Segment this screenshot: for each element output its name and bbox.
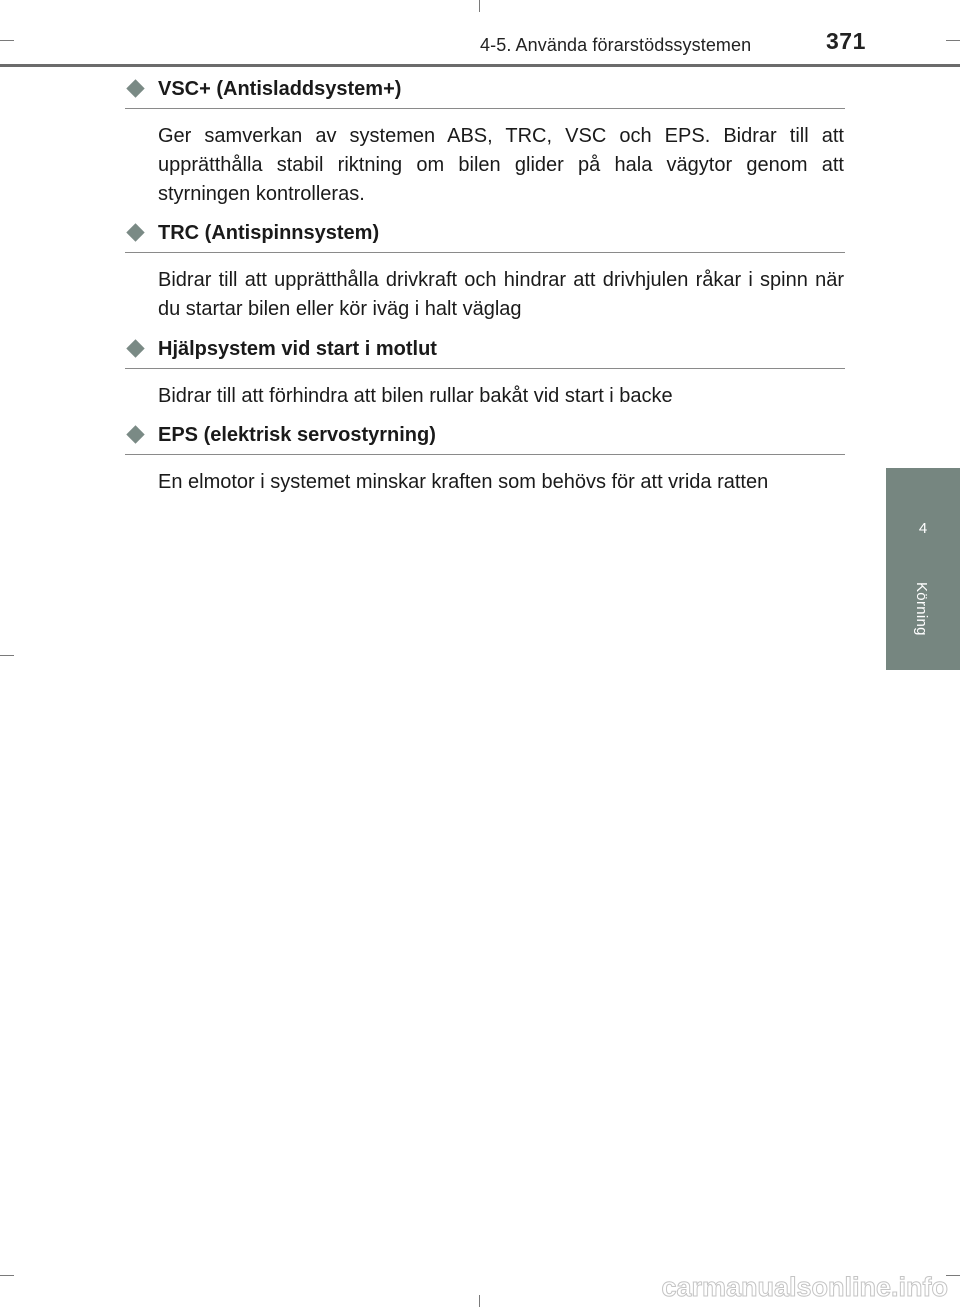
section-body-text: Bidrar till att förhindra att bilen rullar bakåt vid start i backe [158,385,673,407]
watermark-logo [650,1268,950,1304]
chapter-number: 4 [918,520,928,537]
diamond-bullet-icon [126,79,144,97]
svg-text:carmanualsonline.info: carmanualsonline.info [661,1272,948,1302]
section-heading-title: VSC+ (Antisladdsystem+) [158,78,402,100]
section-hill-start [125,334,845,411]
section-heading-title: EPS (elektrisk servostyrning) [158,424,436,446]
section-heading [125,218,845,253]
diamond-bullet-icon [126,339,144,357]
diamond-bullet-icon [126,223,144,241]
diamond-bullet-icon [126,425,144,443]
page-header [0,0,960,66]
section-heading [125,420,845,455]
section-heading [125,74,845,109]
page-number: 371 [826,28,866,54]
section-eps [125,420,845,497]
chapter-tab [886,468,960,670]
crop-mark [0,655,14,656]
section-body-text: En elmotor i systemet minskar kraften som behövs för att vrida ratten [158,471,769,493]
section-heading-title: Hjälpsystem vid start i motlut [158,338,437,360]
header-rule [0,64,960,67]
section-vsc [125,74,845,209]
section-heading-title: TRC (Antispinnsystem) [158,222,380,244]
crop-mark [479,1295,480,1307]
section-body-text: Ger samverkan av systemen ABS, TRC, VSC och EPS. Bidrar till att upprätthålla stabil riktning om bilen glider på hala vägytor genom att styrningen kontrolleras. [158,125,844,205]
section-title: 4-5. Använda förarstödssystemen [480,35,752,55]
chapter-label: Körning [913,582,930,636]
crop-mark [0,1275,14,1276]
section-trc [125,218,845,324]
section-body-text: Bidrar till att upprätthålla drivkraft och hindrar att drivhjulen råkar i spinn när du startar bilen eller kör iväg i halt väglag [158,269,844,320]
section-heading [125,334,845,369]
